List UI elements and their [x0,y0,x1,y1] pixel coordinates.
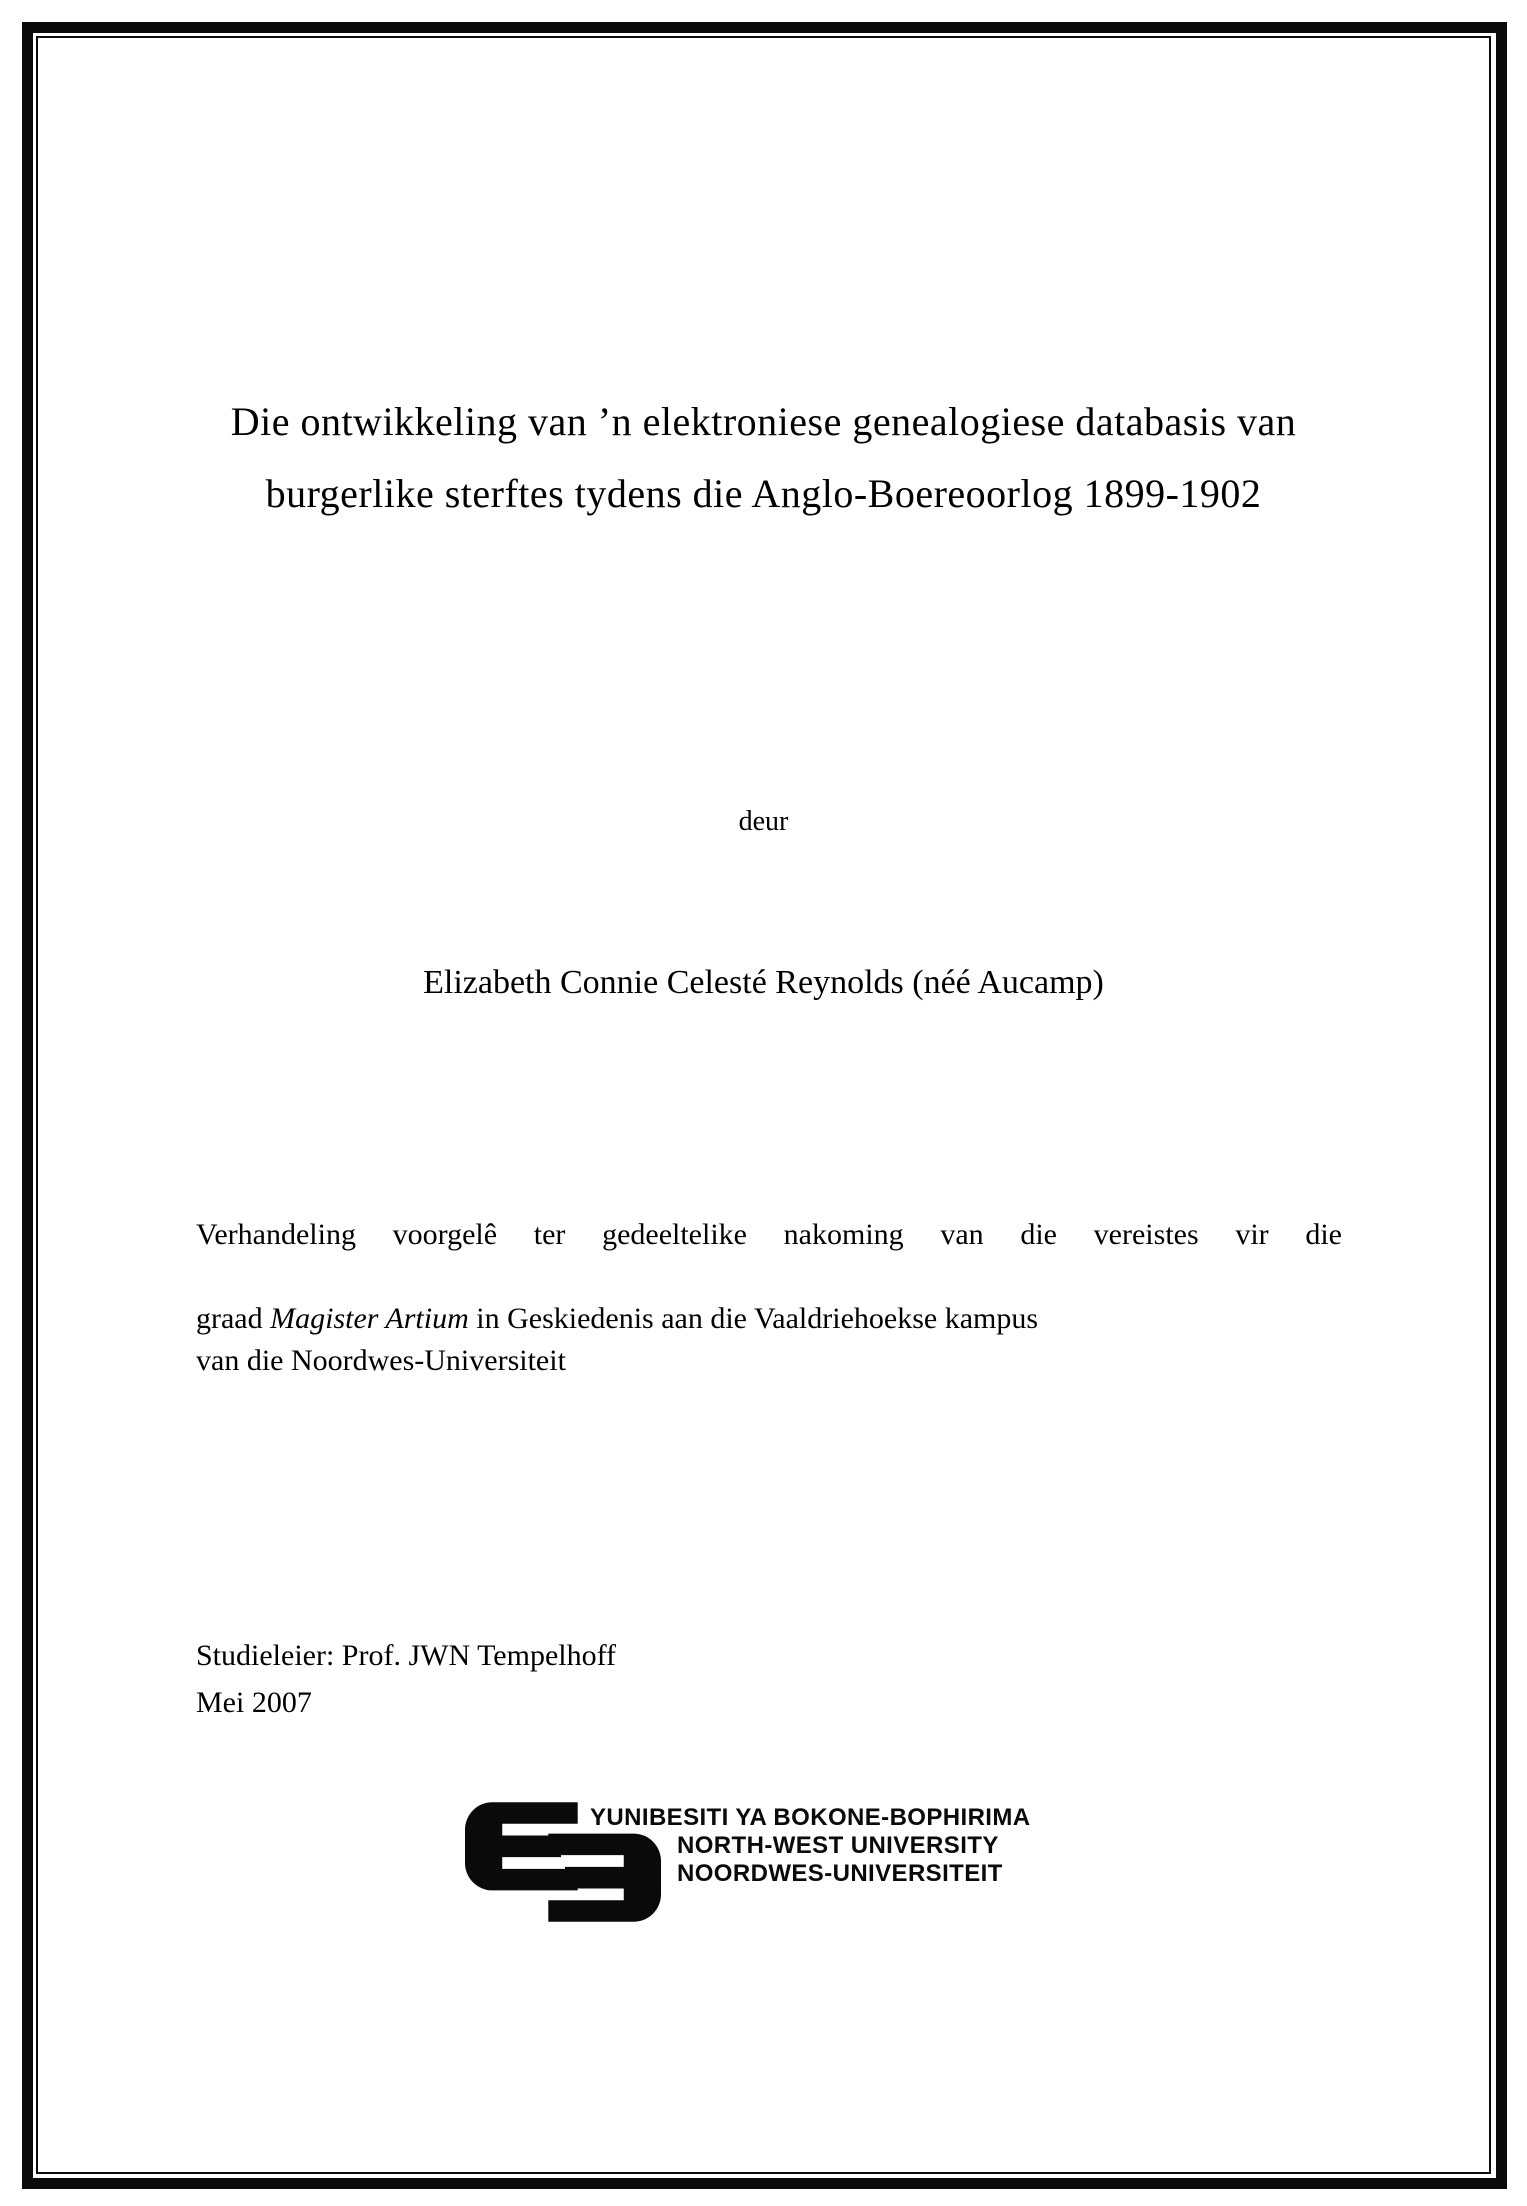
declaration-line-1: Verhandeling voorgelê ter gedeeltelike nakoming van die vereistes vir die [196,1218,1342,1251]
university-logo [465,1798,1105,1938]
thesis-title-line-2: burgerlike sterftes tydens die Anglo-Boereoorlog 1899-1902 [265,471,1262,516]
declaration-line-3: van die Noordwes-Universiteit [196,1344,566,1377]
declaration-line-2-text: graad [196,1302,271,1335]
declaration-line-2-text-cont: in Geskiedenis aan die Vaaldriehoekse kampus [468,1302,1039,1335]
thesis-title-line-1: Die ontwikkeling van ’n elektroniese genealogiese databasis van [230,399,1297,444]
supervisor-block [196,1632,616,1726]
logo-text-setswana: YUNIBESITI YA BOKONE-BOPHIRIMA [590,1804,1031,1831]
declaration-paragraph [196,1214,1342,1382]
date-line: Mei 2007 [196,1686,312,1719]
logo-text-afrikaans: NOORDWES-UNIVERSITEIT [677,1860,1003,1887]
author-name: Elizabeth Connie Celesté Reynolds (néé Aucamp) [423,964,1104,1001]
degree-name: Magister Artium [270,1302,469,1335]
thesis-title [90,386,1437,530]
byline-deur: deur [738,806,789,837]
logo-text-english: NORTH-WEST UNIVERSITY [677,1832,999,1859]
declaration-line-2 [196,1298,1342,1340]
university-logo-text [590,1804,1031,1888]
supervisor-line: Studieleier: Prof. JWN Tempelhoff [196,1639,617,1672]
